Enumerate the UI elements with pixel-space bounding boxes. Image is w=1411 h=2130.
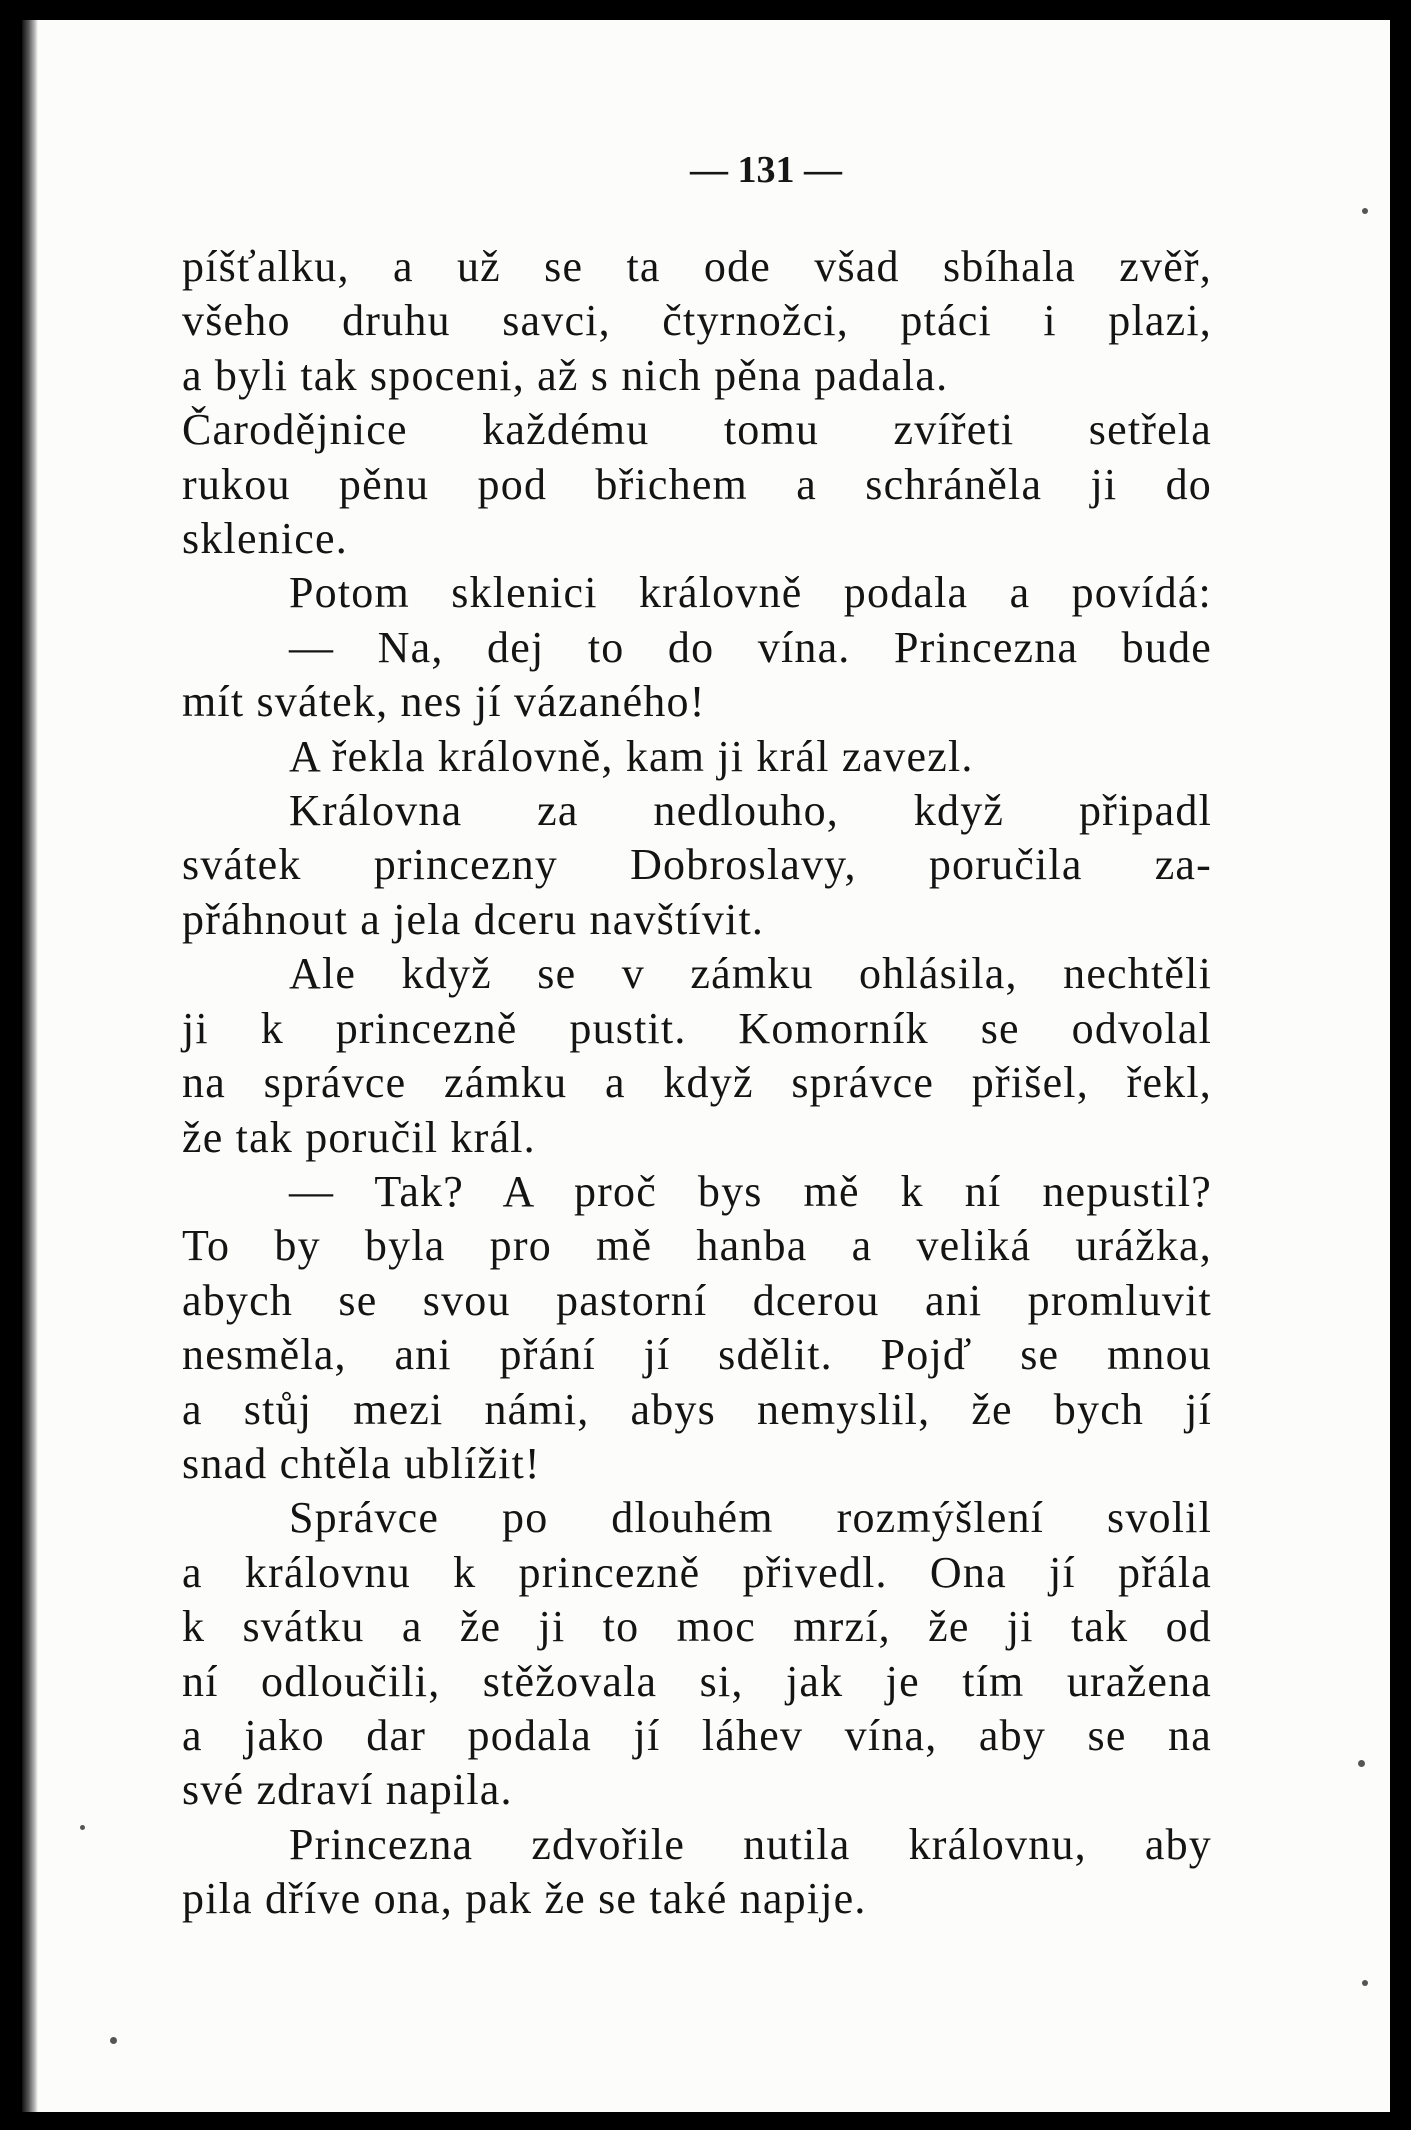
text-line: a královnu k princezně přivedl. Ona jí přála: [182, 1547, 1212, 1597]
book-page: [22, 20, 1390, 2112]
text-line: a jako dar podala jí láhev vína, aby se na: [182, 1710, 1212, 1760]
text-line: ji k princezně pustit. Komorník se odvolal: [182, 1003, 1212, 1053]
scan-speck: [1362, 208, 1368, 214]
text-line: své zdraví napila.: [182, 1765, 513, 1815]
text-line: Ale když se v zámku ohlásila, nechtěli: [289, 949, 1212, 999]
text-line: k svátku a že ji to moc mrzí, že ji tak od: [182, 1602, 1212, 1652]
page-spine-shadow: [22, 20, 38, 2112]
text-line: mít svátek, nes jí vázaného!: [182, 677, 706, 727]
text-line: nesměla, ani přání jí sdělit. Pojď se mnou: [182, 1330, 1212, 1380]
text-line: To by byla pro mě hanba a veliká urážka,: [182, 1221, 1212, 1271]
text-line: Správce po dlouhém rozmýšlení svolil: [289, 1493, 1212, 1543]
text-line: na správce zámku a když správce přišel, řekl,: [182, 1058, 1212, 1108]
scan-speck: [1358, 1760, 1365, 1767]
text-line: přáhnout a jela dceru navštívit.: [182, 894, 765, 944]
scan-speck: [1362, 1980, 1368, 1986]
text-line: píšťalku, a už se ta ode všad sbíhala zvěř,: [182, 242, 1212, 291]
text-line: Princezna zdvořile nutila královnu, aby: [289, 1819, 1212, 1869]
text-line: a byli tak spoceni, až s nich pěna padala.: [182, 350, 949, 400]
text-line: abych se svou pastorní dcerou ani promluvit: [182, 1275, 1212, 1325]
text-line: Čarodějnice každému tomu zvířeti setřela: [182, 405, 1212, 455]
text-line: A řekla královně, kam ji král zavezl.: [289, 731, 974, 781]
text-line: svátek princezny Dobroslavy, poručila za-: [182, 840, 1212, 890]
text-line: Královna za nedlouho, když připadl: [289, 786, 1212, 836]
text-line: — Na, dej to do vína. Princezna bude: [289, 622, 1212, 672]
text-line: ní odloučili, stěžovala si, jak je tím uražena: [182, 1656, 1212, 1706]
scan-speck: [80, 1825, 85, 1830]
text-line: rukou pěnu pod břichem a schráněla ji do: [182, 459, 1212, 509]
text-line: že tak poručil král.: [182, 1112, 536, 1162]
page-number: — 131 —: [690, 149, 842, 191]
text-line: pila dříve ona, pak že se také napije.: [182, 1874, 867, 1924]
body-text: [182, 240, 1212, 1927]
text-line: — Tak? A proč bys mě k ní nepustil?: [289, 1166, 1212, 1216]
text-line: snad chtěla ublížit!: [182, 1438, 541, 1488]
text-line: a stůj mezi námi, abys nemyslil, že bych jí: [182, 1384, 1212, 1434]
text-line: všeho druhu savci, čtyrnožci, ptáci i plazi,: [182, 296, 1212, 346]
text-line: sklenice.: [182, 514, 348, 564]
scan-speck: [110, 2037, 117, 2044]
text-line: Potom sklenici královně podala a povídá:: [289, 568, 1212, 618]
